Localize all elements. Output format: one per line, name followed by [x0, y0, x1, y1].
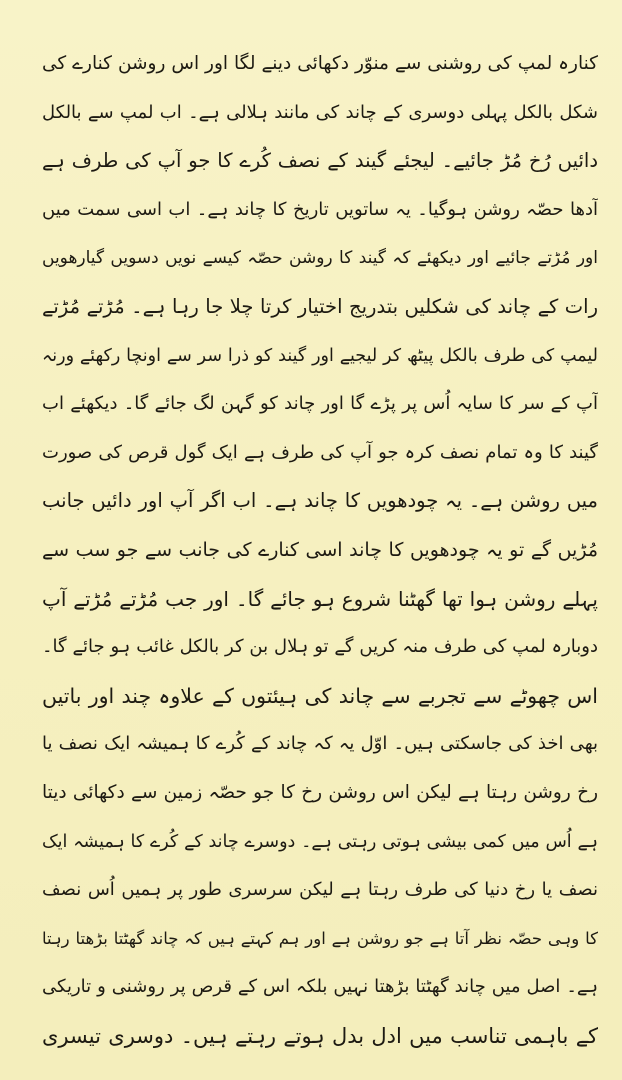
text-line: دوبارہ لمپ کی طرف منہ کریں گے تو ہلال بن کر بالکل غائب ہو جائے گا۔	[42, 636, 598, 658]
text-line: اور مُڑتے جائیے اور دیکھئے کہ گیند کا روشن حصّہ کیسے نویں دسویں گیارھویں	[42, 248, 598, 269]
text-line: گیند کا وہ تمام نصف کرہ جو آپ کی طرف ہے ایک گول قرص کی صورت	[42, 441, 598, 463]
text-line: پہلے روشن ہوا تھا گھٹنا شروع ہو جائے گا۔ اور جب مُڑتے مُڑتے آپ	[42, 586, 598, 611]
text-line: کے باہمی تناسب میں ادل بدل ہوتے رہتے ہیں۔ دوسری تیسری	[42, 1023, 598, 1048]
text-line: اس چھوٹے سے تجربے سے چاند کی ہیئتوں کے علاوہ چند اور باتیں	[42, 683, 598, 708]
urdu-text-block	[42, 40, 598, 1060]
text-line: آدھا حصّہ روشن ہوگیا۔ یہ ساتویں تاریخ کا چاند ہے۔ اب اسی سمت میں	[42, 198, 598, 220]
text-line: میں روشن ہے۔ یہ چودھویں کا چاند ہے۔ اب اگر آپ اور دائیں جانب	[42, 489, 598, 513]
text-line: آپ کے سر کا سایہ اُس پر پڑے گا اور چاند کو گہن لگ جائے گا۔ دیکھئے اب	[42, 393, 598, 415]
text-line: رات کے چاند کی شکلیں بتدریج اختیار کرتا چلا جا رہا ہے۔ مُڑتے مُڑتے	[42, 294, 598, 318]
text-line: کا وہی حصّہ نظر آتا ہے جو روشن ہے اور ہم کہتے ہیں کہ چاند گھٹتا بڑھتا رہتا	[42, 928, 598, 948]
text-line: لیمپ کی طرف بالکل پیٹھ کر لیجیے اور گیند کو ذرا سر سے اونچا رکھئے ورنہ	[42, 345, 598, 366]
text-line: مُڑیں گے تو یہ چودھویں کا چاند اسی کنارے کی جانب سے جو سب سے	[42, 538, 598, 561]
text-line: ہے۔ اصل میں چاند گھٹتا بڑھتا نہیں بلکہ اس کے قرص پر روشنی و تاریکی	[42, 976, 598, 998]
text-line: کنارہ لمپ کی روشنی سے منوّر دکھائی دینے لگا اور اس روشن کنارے کی	[42, 53, 598, 74]
text-line: نصف یا رخ دنیا کی طرف رہتا ہے لیکن سرسری طور پر ہمیں اُس نصف	[42, 879, 598, 901]
text-line: شکل بالکل پہلی دوسری کے چاند کی مانند ہلالی ہے۔ اب لمپ سے بالکل	[42, 101, 598, 123]
text-line: ہے اُس میں کمی بیشی ہوتی رہتی ہے۔ دوسرے چاند کے کُرے کا ہمیشہ ایک	[42, 831, 598, 852]
text-line: بھی اخذ کی جاسکتی ہیں۔ اوّل یہ کہ چاند کے کُرے کا ہمیشہ ایک نصف یا	[42, 733, 598, 755]
text-line: دائیں رُخ مُڑ جائیے۔ لیجئے گیند کے نصف کُرے کا جو آپ کی طرف ہے	[42, 149, 598, 173]
text-line: رخ روشن رہتا ہے لیکن اس روشن رخ کا جو حصّہ زمین سے دکھائی دیتا	[42, 781, 598, 803]
